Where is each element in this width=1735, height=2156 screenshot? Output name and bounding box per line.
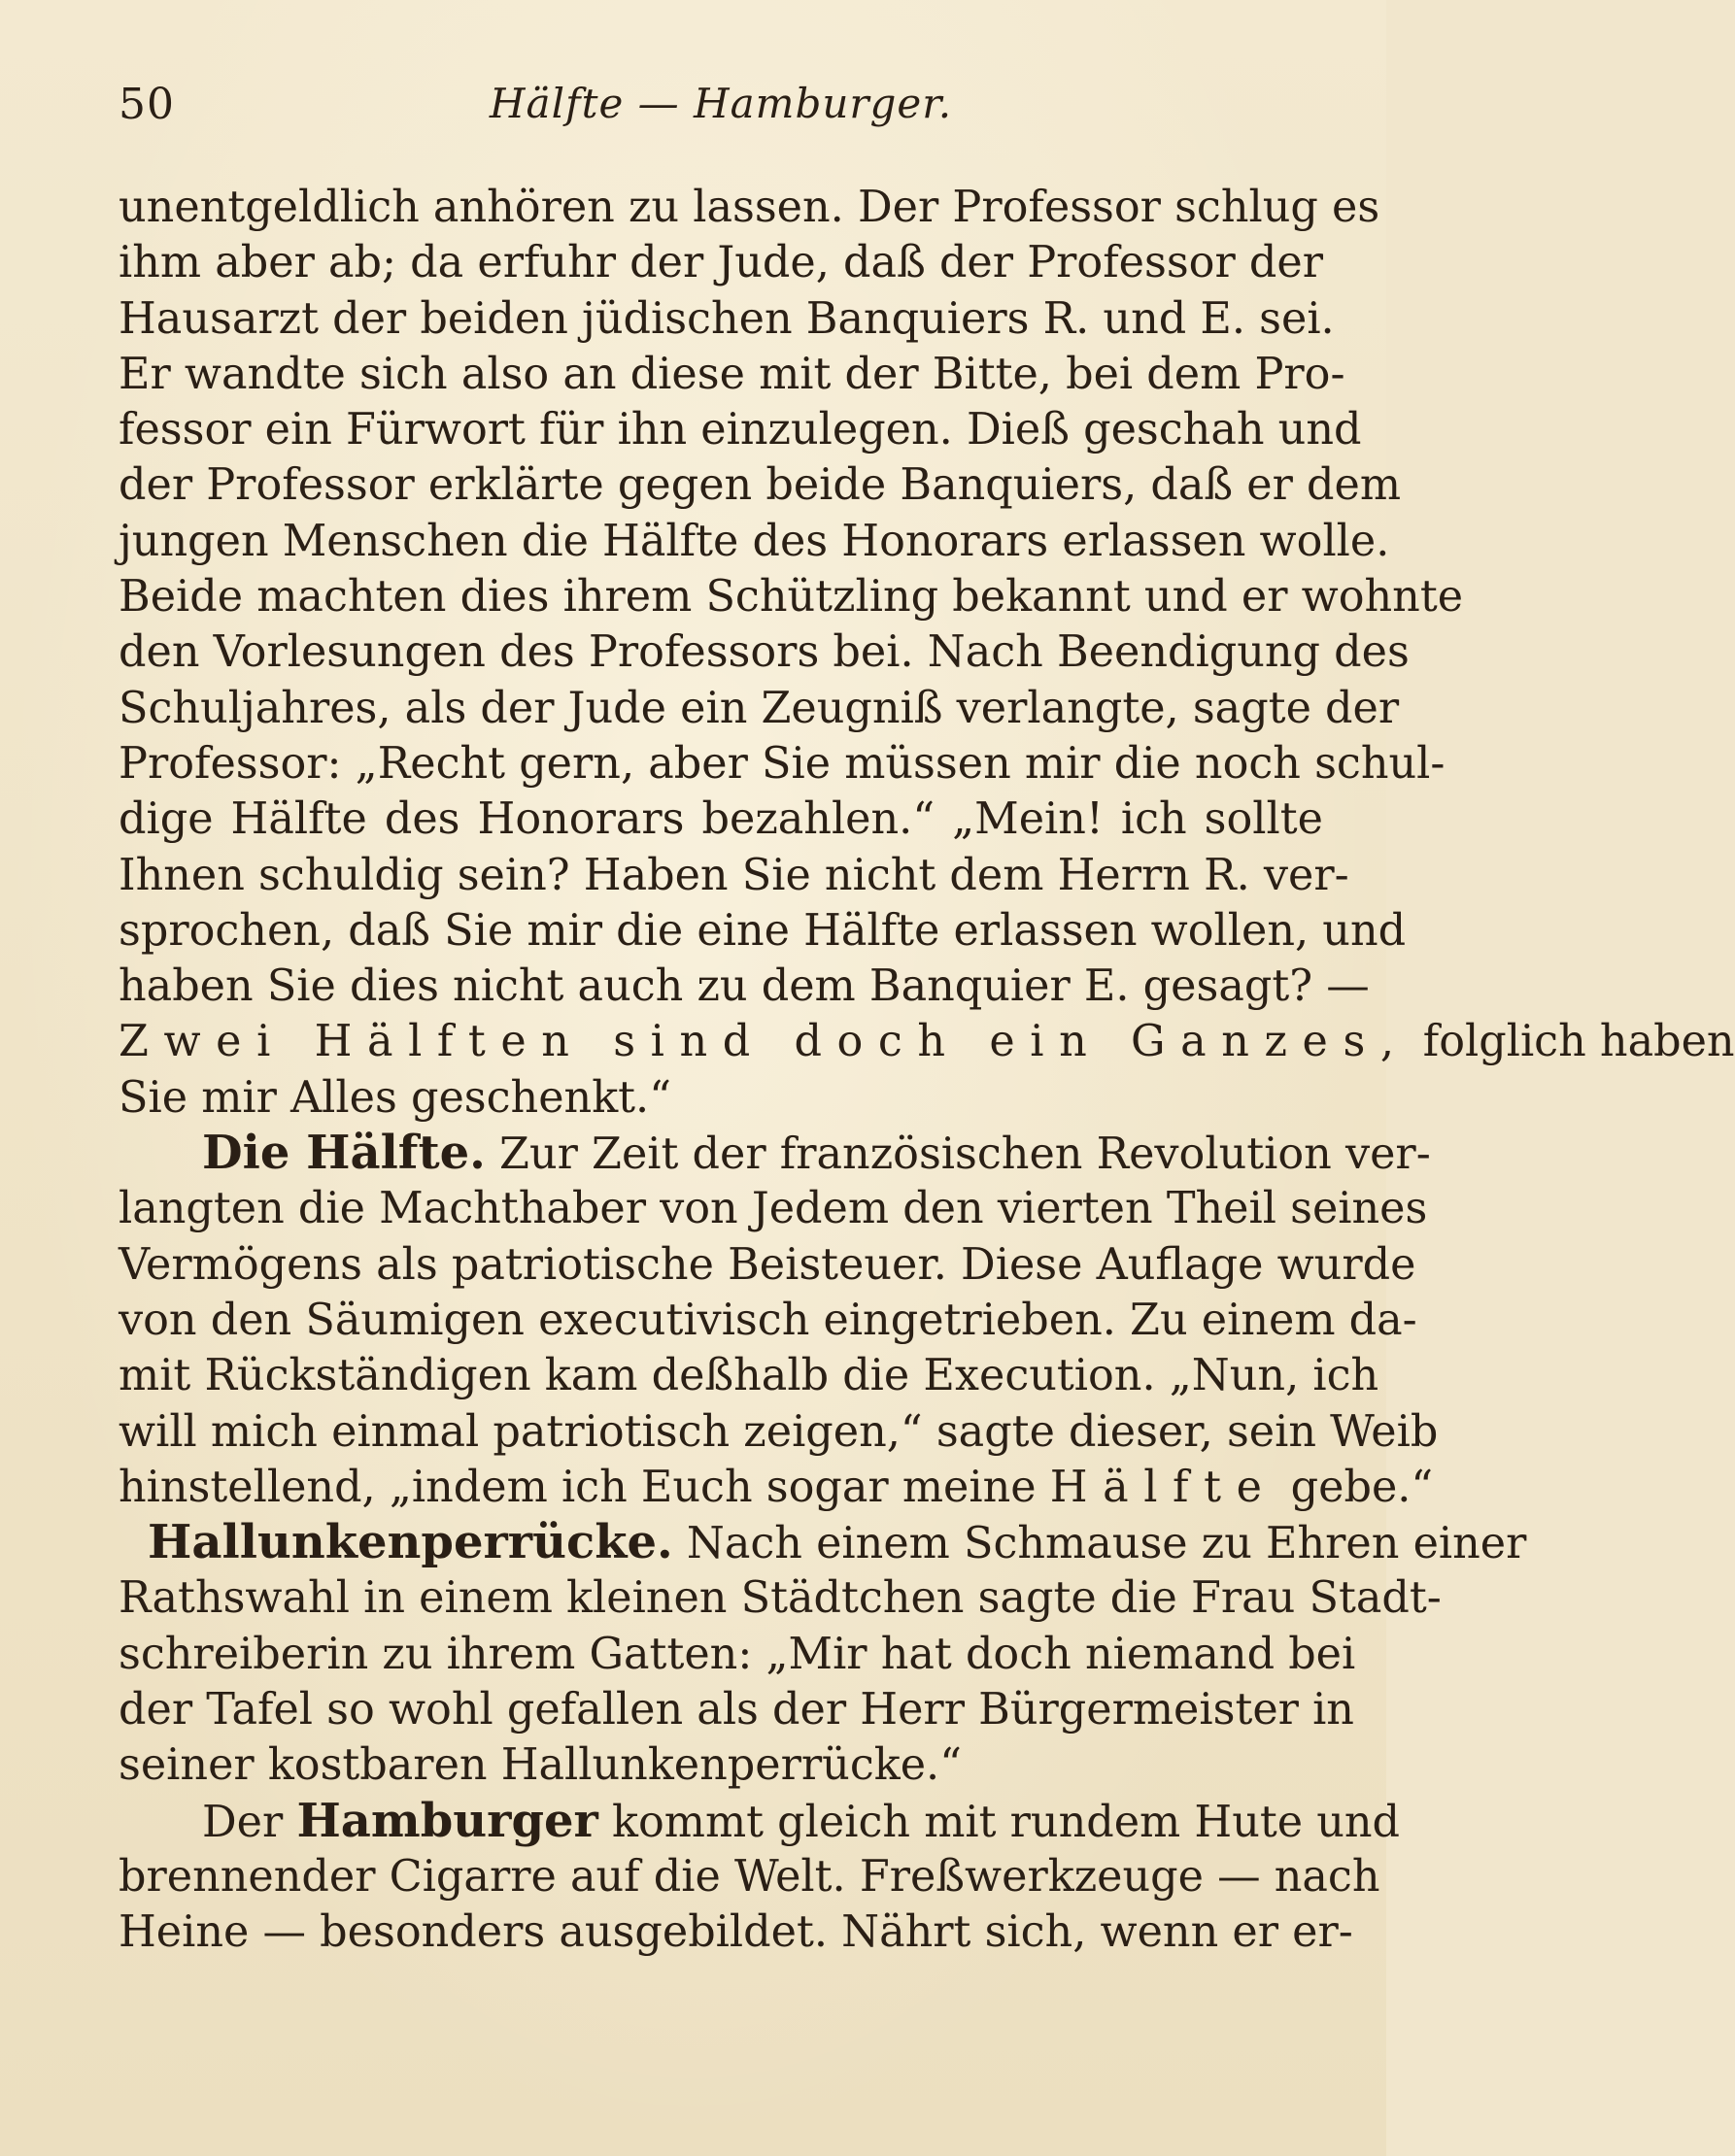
text-line: Heine — besonders ausgebildet. Nährt sich, wenn er er- xyxy=(119,1907,1353,1958)
spaced-emphasis: Zwei Hälften sind doch ein Ganzes, xyxy=(119,1017,1410,1067)
text-line: Rathswahl in einem kleinen Städtchen sagte die Frau Stadt- xyxy=(119,1573,1442,1624)
body-text xyxy=(119,180,1735,1961)
text-fragment: kommt gleich mit rundem Hute und xyxy=(612,1797,1401,1847)
text-line: Schuljahres, als der Jude ein Zeugniß verlangte, sagte der xyxy=(119,683,1400,733)
text-line: seiner kostbaren Hallunkenperrücke.“ xyxy=(119,1740,962,1791)
text-line: langten die Machthaber von Jedem den vierten Theil seines xyxy=(119,1184,1428,1234)
entry-hamburger-first-line xyxy=(119,1793,1401,1849)
text-fragment: Nach einem Schmause zu Ehren einer xyxy=(686,1519,1527,1569)
entry-halfte-first-line xyxy=(119,1126,1431,1181)
page-header xyxy=(119,80,1323,148)
text-line: dige Hälfte des Honorars bezahlen.“ „Mein! ich sollte xyxy=(119,794,1323,845)
text-fragment: Der xyxy=(202,1797,284,1847)
text-line: jungen Menschen die Hälfte des Honorars erlassen wolle. xyxy=(119,516,1390,566)
text-fragment: Zur Zeit der französischen Revolution ver- xyxy=(499,1129,1431,1180)
text-line: den Vorlesungen des Professors bei. Nach Beendigung des xyxy=(119,627,1410,678)
entry-keyword: Die Hälfte. xyxy=(202,1126,486,1181)
text-line: der Tafel so wohl gefallen als der Herr Bürgermeister in xyxy=(119,1685,1354,1735)
entry-keyword: Hamburger xyxy=(296,1793,598,1848)
entry-keyword: Hallunkenperrücke. xyxy=(148,1515,673,1570)
text-line: Vermögens als patriotische Beisteuer. Diese Auflage wurde xyxy=(119,1239,1416,1290)
text-line: fessor ein Fürwort für ihn einzulegen. Dieß geschah und xyxy=(119,405,1362,455)
text-line: haben Sie dies nicht auch zu dem Banquier E. gesagt? — xyxy=(119,961,1370,1012)
text-line: Professor: „Recht gern, aber Sie müssen mir die noch schul- xyxy=(119,738,1446,789)
text-line: schreiberin zu ihrem Gatten: „Mir hat doch niemand bei xyxy=(119,1629,1356,1679)
text-line xyxy=(119,1014,1735,1069)
text-line: brennender Cigarre auf die Welt. Freßwerkzeuge — nach xyxy=(119,1851,1380,1902)
text-fragment: hinstellend, „indem ich Euch sogar meine xyxy=(119,1462,1037,1512)
text-line: Hausarzt der beiden jüdischen Banquiers R. und E. sei. xyxy=(119,293,1335,344)
text-line: sprochen, daß Sie mir die eine Hälfte erlassen wollen, und xyxy=(119,905,1407,956)
text-line: der Professor erklärte gegen beide Banquiers, daß er dem xyxy=(119,460,1402,511)
text-line: Sie mir Alles geschenkt.“ xyxy=(119,1072,671,1123)
text-line xyxy=(119,1460,1434,1515)
text-line: von den Säumigen executivisch eingetrieben. Zu einem da- xyxy=(119,1295,1417,1345)
text-line: Ihnen schuldig sein? Haben Sie nicht dem Herrn R. ver- xyxy=(119,850,1349,900)
text-line: unentgeldlich anhören zu lassen. Der Professor schlug es xyxy=(119,183,1380,232)
text-fragment: folglich haben xyxy=(1422,1017,1735,1067)
text-line: mit Rückständigen kam deßhalb die Execution. „Nun, ich xyxy=(119,1351,1379,1401)
text-line: Er wandte sich also an diese mit der Bitte, bei dem Pro- xyxy=(119,349,1345,399)
text-line: Beide machten dies ihrem Schützling bekannt und er wohnte xyxy=(119,572,1464,623)
text-fragment: gebe.“ xyxy=(1290,1462,1434,1512)
running-title: Hälfte — Hamburger. xyxy=(489,80,953,127)
text-line: ihm aber ab; da erfuhr der Jude, daß der Professor der xyxy=(119,238,1323,288)
entry-hallunken-first-line xyxy=(119,1515,1527,1570)
spaced-emphasis: Hälfte xyxy=(1049,1462,1277,1512)
page-number: 50 xyxy=(119,80,175,129)
text-line: will mich einmal patriotisch zeigen,“ sagte dieser, sein Weib xyxy=(119,1406,1439,1457)
